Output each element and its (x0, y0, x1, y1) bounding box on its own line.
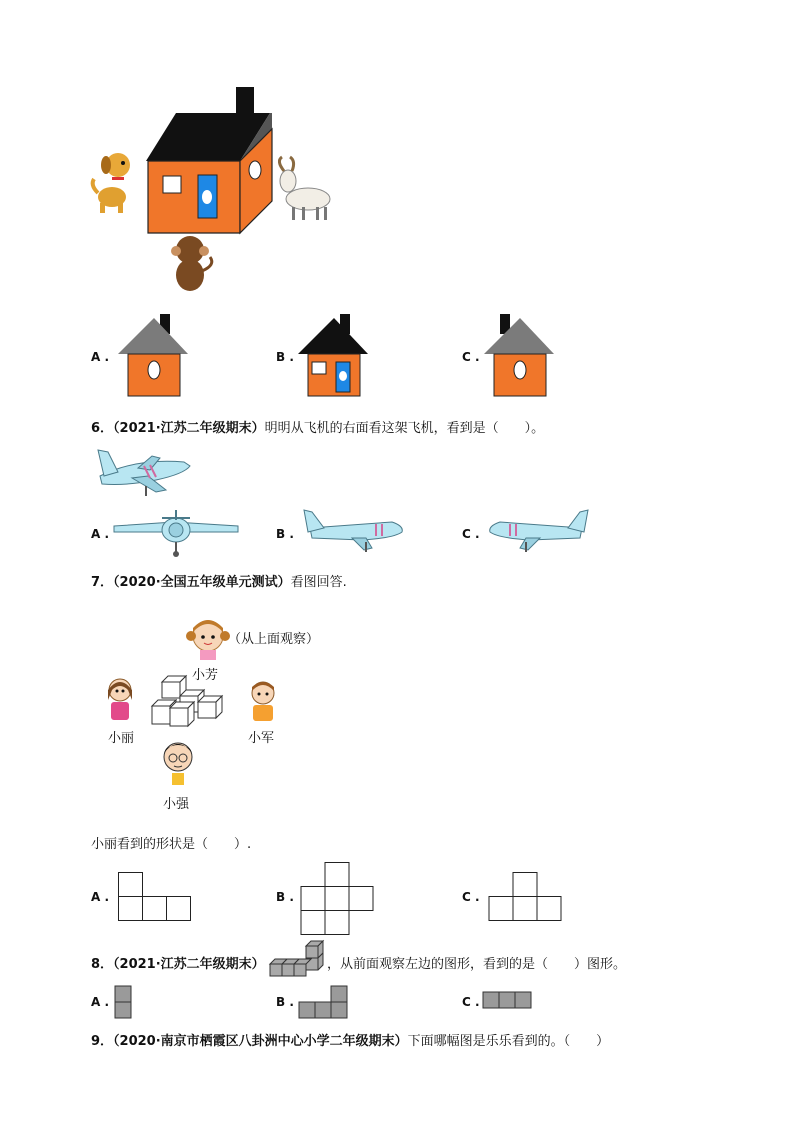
q8-option-b-shape[interactable] (298, 985, 350, 1019)
q5-option-b-house[interactable] (298, 314, 370, 398)
q8-option-a-shape[interactable] (114, 985, 134, 1019)
q7-number: 7． (91, 575, 114, 590)
q5-option-a-label[interactable]: A . (91, 350, 110, 364)
name-top: 小芳 (192, 668, 219, 683)
q5-option-c-label[interactable]: C . (462, 350, 480, 364)
q7-option-c-shape[interactable] (488, 872, 564, 922)
q8-source: （2021·江苏二年级期末） (113, 957, 265, 972)
q9-source: （2020·南京市栖霞区八卦洲中心小学二年级期末） (113, 1034, 408, 1049)
q9-number: 9． (91, 1034, 114, 1049)
name-left: 小丽 (108, 731, 135, 746)
q7-option-a-shape[interactable] (118, 872, 192, 922)
q7-sub-question: 小丽看到的形状是（ ）. (91, 837, 252, 852)
q6-number: 6． (91, 421, 114, 436)
q7-option-b-label[interactable]: B . (276, 890, 294, 904)
q5-option-b-label[interactable]: B . (276, 350, 294, 364)
airplane-figure (96, 442, 192, 498)
dog-icon (93, 153, 130, 213)
q8-text: ，从前面观察左边的图形，看到的是（ ）图形。 (327, 957, 627, 972)
q7-source: （2020·全国五年级单元测试） (113, 575, 291, 590)
q5-option-c-house[interactable] (484, 314, 556, 398)
q8-option-c-shape[interactable] (482, 991, 534, 1011)
q6-option-a-plane-front[interactable] (112, 508, 240, 558)
cubes-figure (150, 676, 228, 732)
q8-number: 8． (91, 957, 114, 972)
q8-cubes-figure (270, 940, 326, 978)
q7-question (91, 571, 347, 590)
q9-question (91, 1030, 609, 1049)
q5-option-a-house[interactable] (118, 314, 190, 398)
q8-option-b-label[interactable]: B . (276, 995, 294, 1009)
q9-text: 下面哪幅图是乐乐看到的。（ ） (407, 1034, 610, 1049)
girl-top-icon (186, 616, 230, 662)
q8-question-start (91, 953, 265, 972)
q8-option-a-label[interactable]: A . (91, 995, 110, 1009)
goat-icon (279, 157, 330, 220)
house-scene (90, 85, 340, 295)
name-right: 小军 (248, 731, 275, 746)
q6-option-c-plane-side[interactable] (486, 508, 590, 554)
q6-source: （2021·江苏二年级期末） (113, 421, 265, 436)
q6-option-c-label[interactable]: C . (462, 527, 480, 541)
q7-option-c-label[interactable]: C . (462, 890, 480, 904)
girl-left-icon (102, 676, 138, 724)
name-bottom: 小强 (163, 797, 190, 812)
observe-note: （从上面观察） (228, 632, 320, 647)
q6-question (91, 417, 544, 436)
q7-option-a-label[interactable]: A . (91, 890, 110, 904)
q7-text: 看图回答. (290, 575, 347, 590)
monkey-icon (171, 236, 212, 291)
q6-text: 明明从飞机的右面看这架飞机，看到是（ ）。 (264, 421, 545, 436)
q7-option-b-shape[interactable] (300, 862, 376, 936)
q6-option-a-label[interactable]: A . (91, 527, 110, 541)
q6-option-b-plane-side[interactable] (302, 508, 406, 554)
boy-right-icon (246, 679, 280, 725)
boy-bottom-icon (160, 739, 196, 789)
q6-option-b-label[interactable]: B . (276, 527, 294, 541)
q8-option-c-label[interactable]: C . (462, 995, 480, 1009)
